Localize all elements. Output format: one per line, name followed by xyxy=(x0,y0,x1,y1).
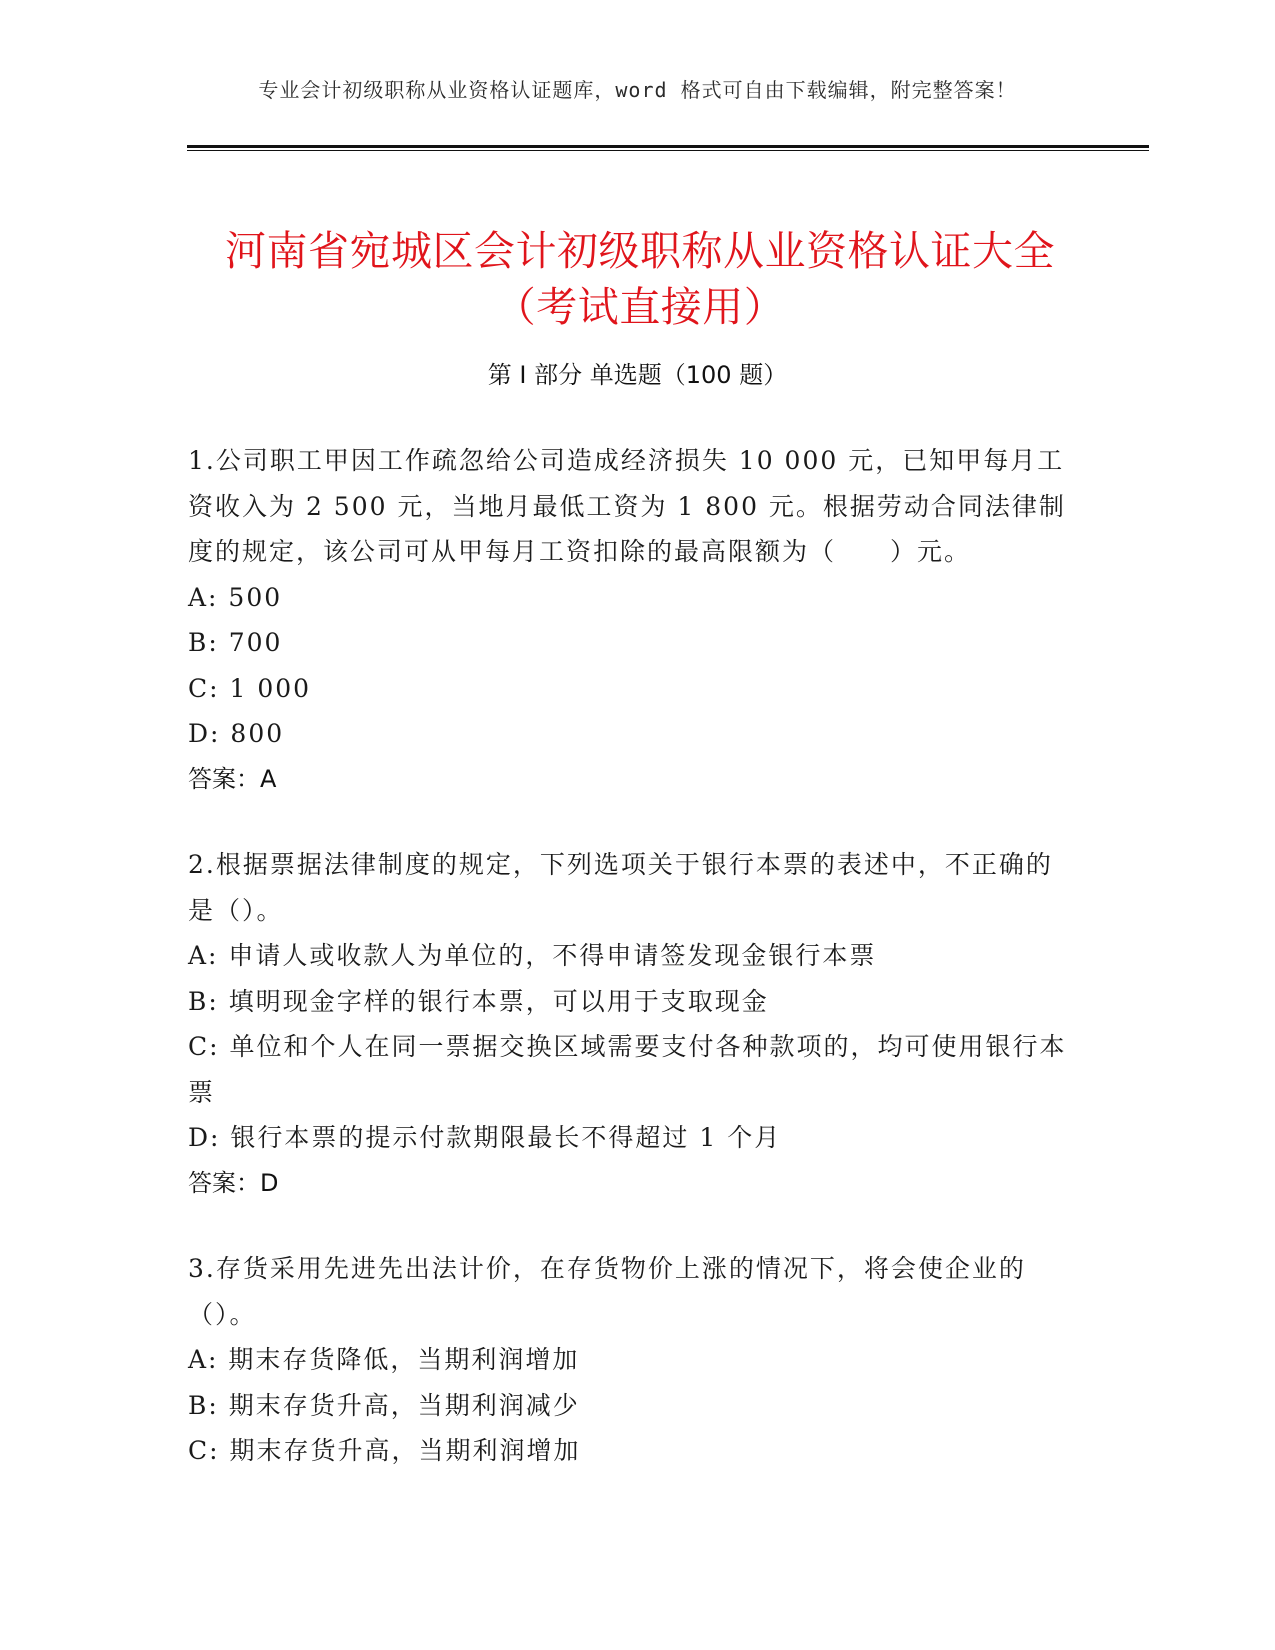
answer: 答案：A xyxy=(188,764,277,793)
question-2 xyxy=(188,842,1068,1206)
option-c: C: 单位和个人在同一票据交换区域需要支付各种款项的，均可使用银行本票 xyxy=(188,1032,1067,1107)
option-d: D: 800 xyxy=(188,719,285,748)
question-list xyxy=(188,438,1068,1514)
option-b: B: 填明现金字样的银行本票，可以用于支取现金 xyxy=(188,986,769,1016)
question-3 xyxy=(188,1246,1068,1474)
header-rule-thin xyxy=(187,150,1149,151)
option-d: D: 银行本票的提示付款期限最长不得超过 1 个月 xyxy=(188,1123,782,1152)
option-a: A: 500 xyxy=(188,582,283,612)
question-stem: 2.根据票据法律制度的规定，下列选项关于银行本票的表述中，不正确的是（）。 xyxy=(188,850,1053,925)
option-a: A: 期末存货降低，当期利润增加 xyxy=(188,1345,580,1374)
header-rule-thick xyxy=(187,145,1149,148)
header-note: 专业会计初级职称从业资格认证题库，word 格式可自由下载编辑，附完整答案！ xyxy=(258,78,1017,102)
option-c: C: 期末存货升高，当期利润增加 xyxy=(188,1436,581,1465)
option-c: C: 1 000 xyxy=(188,673,312,703)
question-stem: 3.存货采用先进先出法计价，在存货物价上涨的情况下，将会使企业的（）。 xyxy=(188,1254,1026,1329)
document-title: 河南省宛城区会计初级职称从业资格认证大全（考试直接用） xyxy=(225,227,1055,332)
question-stem: 1.公司职工甲因工作疏忽给公司造成经济损失 10 000 元，已知甲每月工资收入为 2 500 元，当地月最低工资为 1 800 元。根据劳动合同法律制度的规定，该公司可从甲每月工资扣除的最高限额为（ ）元。 xyxy=(188,446,1066,566)
option-b: B: 期末存货升高，当期利润减少 xyxy=(188,1390,580,1420)
option-b: B: 700 xyxy=(188,628,283,657)
option-a: A: 申请人或收款人为单位的，不得申请签发现金银行本票 xyxy=(188,941,877,970)
question-1 xyxy=(188,438,1068,802)
section-heading: 第 I 部分 单选题（100 题） xyxy=(487,361,788,389)
answer: 答案：D xyxy=(188,1168,279,1197)
